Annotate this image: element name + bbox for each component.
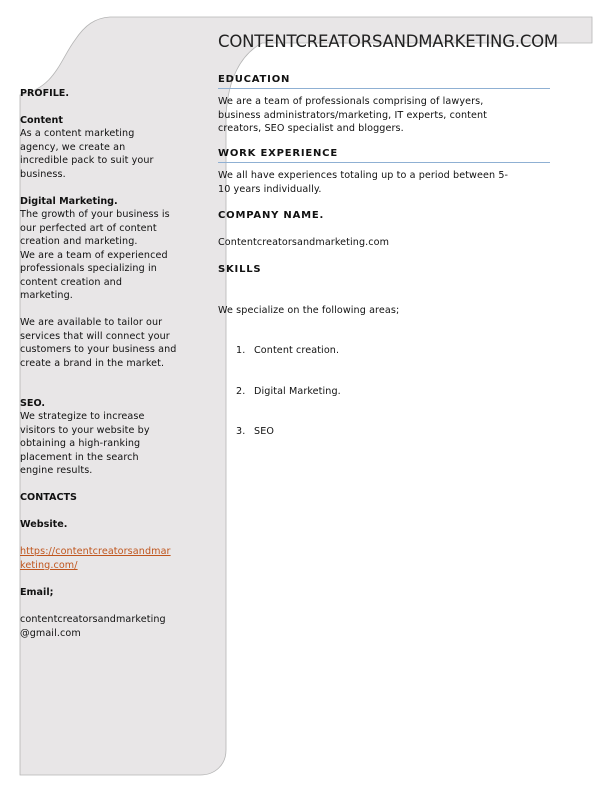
skills-list-item: [218, 425, 341, 439]
education-heading: EDUCATION: [218, 74, 291, 85]
page-title: CONTENTCREATORSANDMARKETING.COM: [218, 32, 558, 51]
digital-marketing-text-2: We are available to tailor our services that will connect your customers to your business and create a brand in the market.: [20, 317, 177, 369]
skills-heading: SKILLS: [218, 264, 262, 275]
digital-marketing-text: The growth of your business is our perfected art of content creation and marketing. We are a team of experienced professionals specializing in content creation and marketing.: [20, 209, 170, 301]
digital-marketing-heading: Digital Marketing.: [20, 196, 118, 207]
list-number: 2.: [236, 385, 246, 397]
work-experience-text: We all have experiences totaling up to a period between 5- 10 years individually.: [218, 170, 509, 195]
education-divider: [218, 88, 550, 89]
skills-intro: We specialize on the following areas;: [218, 305, 400, 316]
list-number: 1.: [236, 345, 246, 356]
website-link[interactable]: https://contentcreatorsandmar keting.com/: [20, 546, 171, 571]
skills-list-item: [218, 385, 341, 399]
content-text: As a content marketing agency, we create an incredible pack to suit your business.: [20, 128, 154, 180]
list-number: 3.: [236, 426, 246, 437]
company-name-heading: COMPANY NAME.: [218, 210, 325, 221]
skill-label: SEO: [254, 426, 275, 437]
email-value: contentcreatorsandmarketing @gmail.com: [20, 614, 166, 639]
email-label: Email;: [20, 587, 54, 598]
seo-heading: SEO.: [20, 398, 46, 409]
profile-heading: PROFILE.: [20, 88, 70, 99]
skills-list: [218, 317, 341, 452]
website-label: Website.: [20, 519, 68, 530]
content-heading: Content: [20, 115, 63, 126]
work-experience-heading: WORK EXPERIENCE: [218, 148, 338, 159]
contacts-heading: CONTACTS: [20, 492, 77, 503]
skill-label: Content creation.: [254, 345, 340, 356]
company-name-value: Contentcreatorsandmarketing.com: [218, 237, 390, 248]
skill-label: Digital Marketing.: [254, 385, 341, 397]
skills-list-item: [218, 344, 341, 358]
work-experience-divider: [218, 162, 550, 163]
education-text: We are a team of professionals comprising of lawyers, business administrators/marketing, IT experts, content creators, SEO specialist and bloggers.: [218, 96, 488, 134]
seo-text: We strategize to increase visitors to your website by obtaining a high-ranking placement in the search engine results.: [20, 411, 150, 476]
